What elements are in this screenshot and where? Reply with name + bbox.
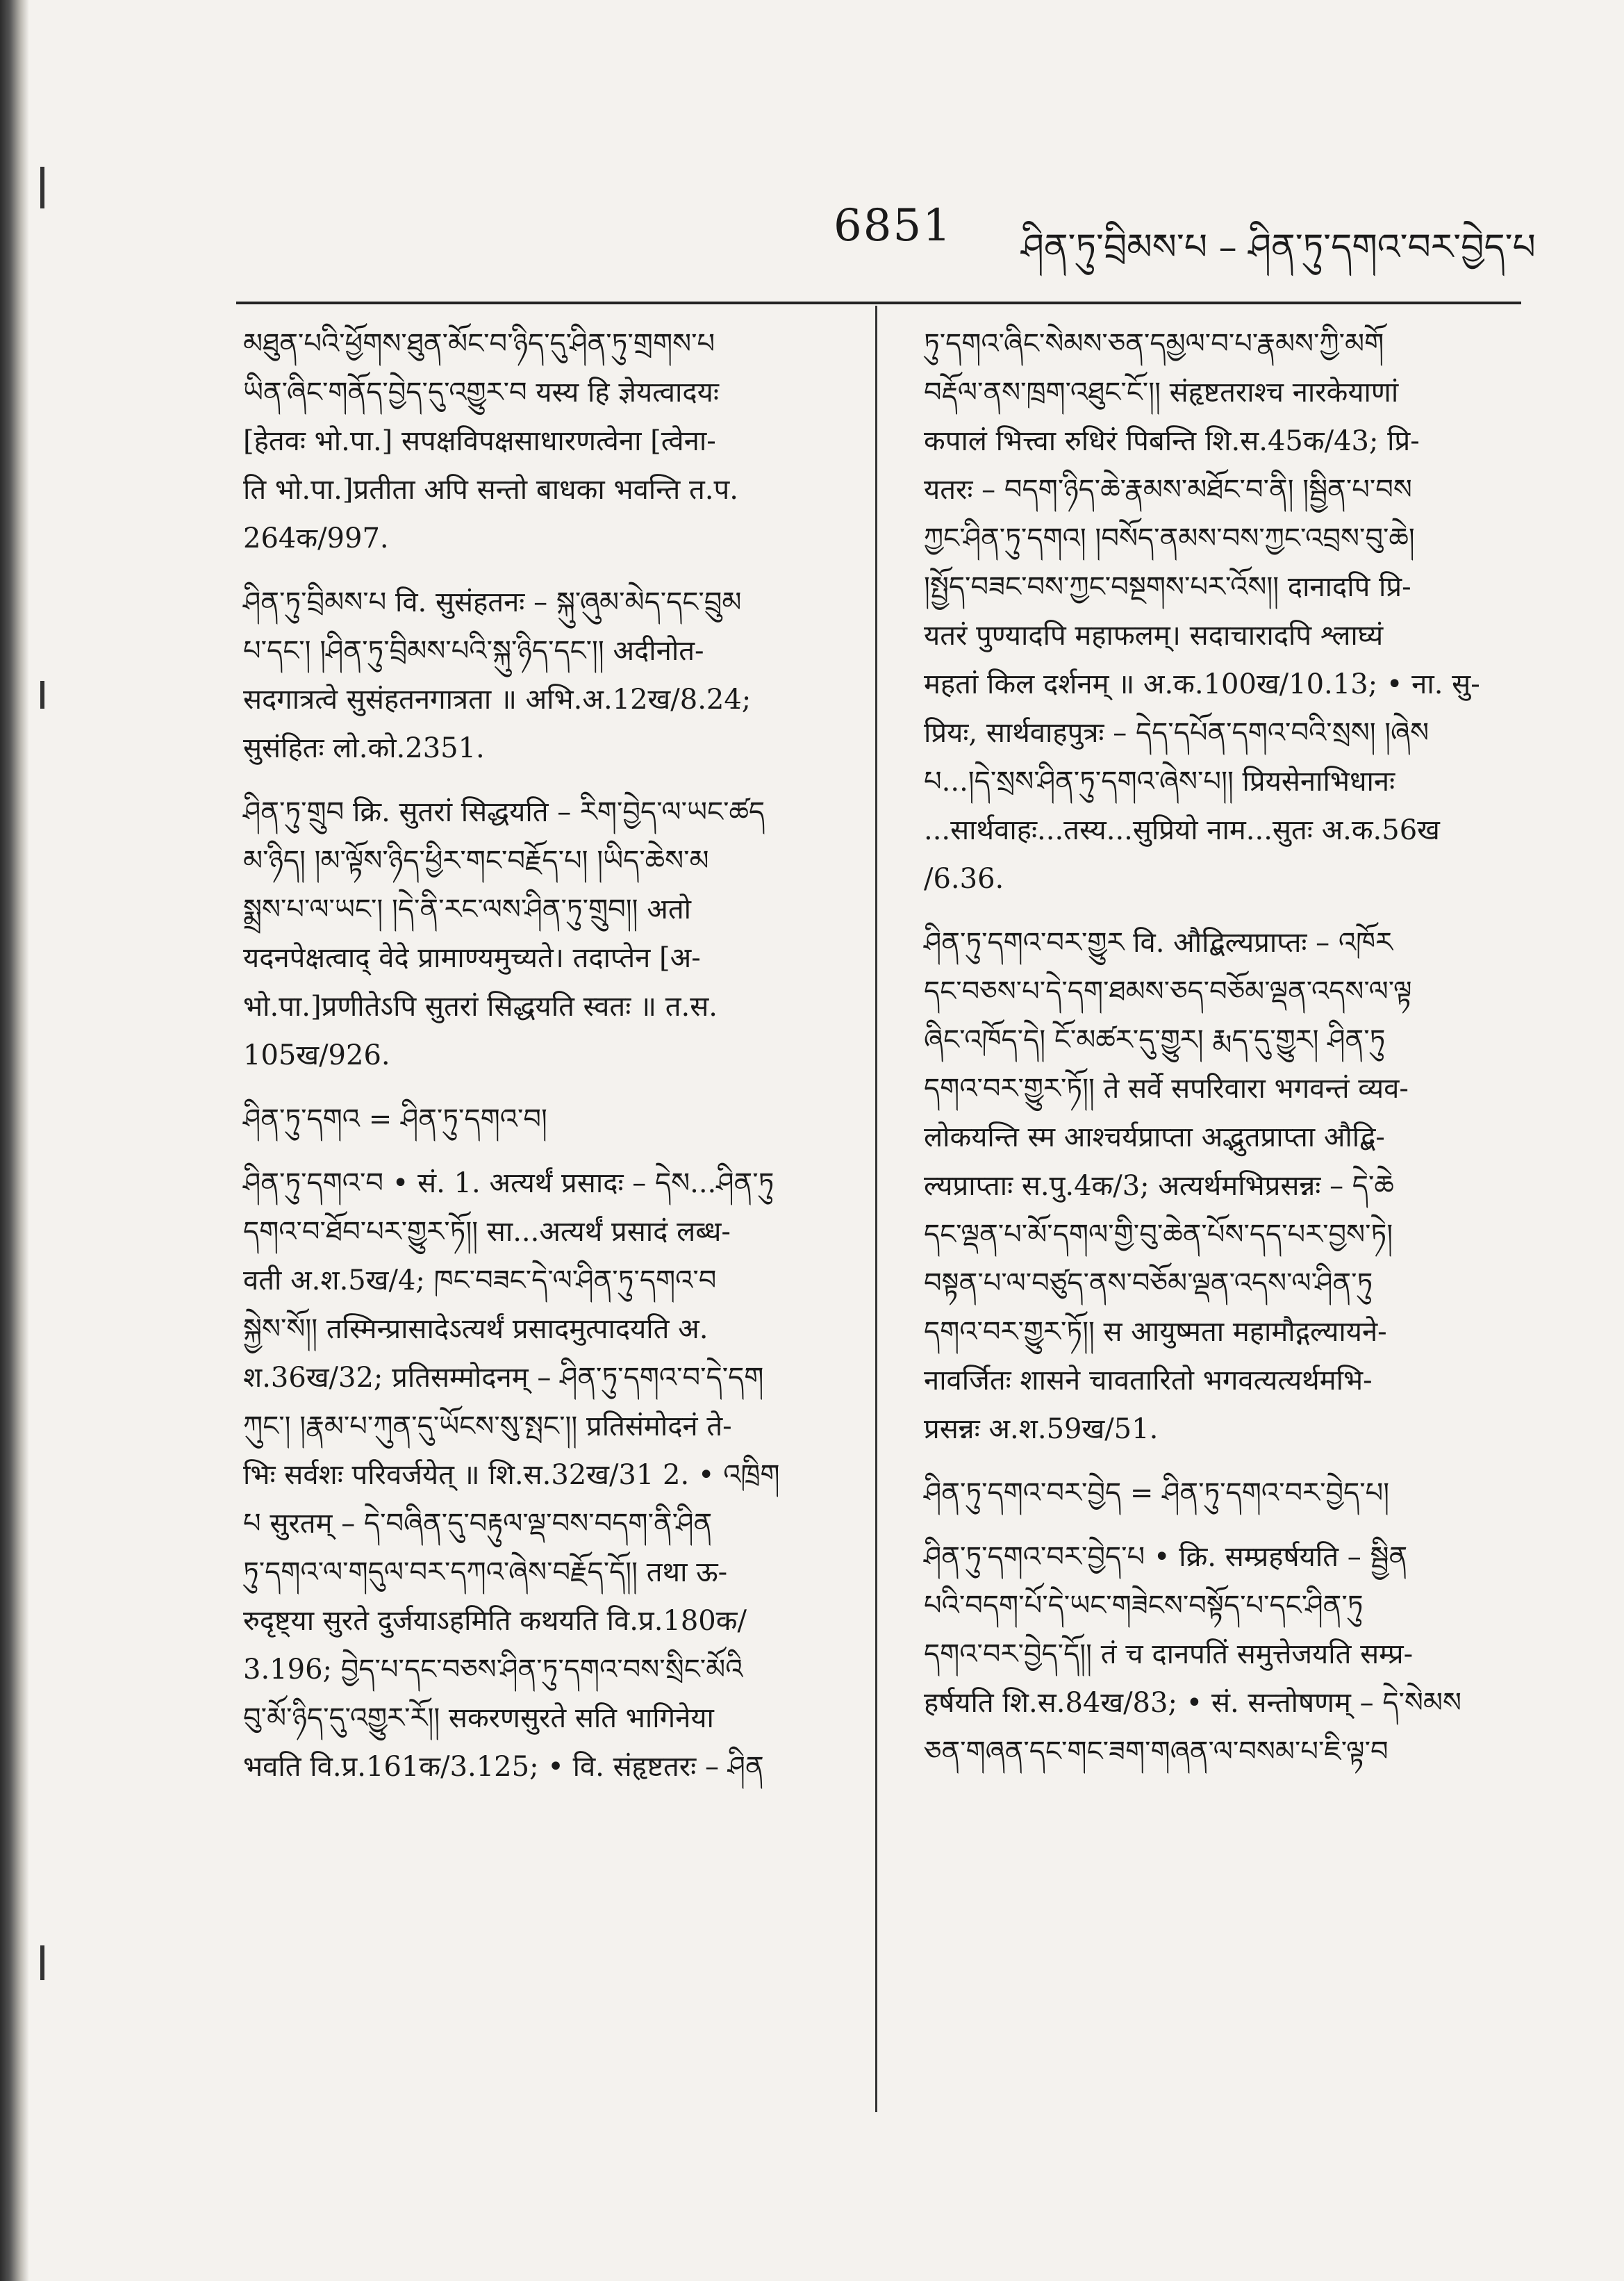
dictionary-entry (924, 320, 1535, 903)
entry-line: དགའ་བར་བྱེད་དོ།། तं च दानपतिं समुत्तेजयति सम्प्र- (924, 1638, 1414, 1670)
entry-line: प्रियः, सार्थवाहपुत्रः – དེད་དཔོན་དགའ་བའི་སྲས། །ཞེས (924, 717, 1430, 749)
entry-line: लोकयन्ति स्म आश्चर्यप्राप्ता अद्भुतप्राप्ता औद्बि- (924, 1121, 1385, 1153)
entry-line: ཤིན་ཏུ་དགའ་བར་བྱེད = ཤིན་ཏུ་དགའ་བར་བྱེད་པ། (924, 1477, 1390, 1509)
entry-line: དགའ་བར་གྱུར་ཏོ།། स आयुष्मता महामौद्गल्यायने- (924, 1316, 1387, 1348)
dictionary-entry (243, 788, 854, 1080)
entry-line: 264क/997. (243, 522, 389, 554)
entry-line: ཤིན་ཏུ་དགའ་བ • सं. 1. अत्यर्थं प्रसादः – དེས...ཤིན་ཏུ (243, 1167, 774, 1199)
entry-line: वती अ.श.5ख/4; ཁང་བཟང་དེ་ལ་ཤིན་ཏུ་དགའ་བ (243, 1265, 717, 1296)
running-head: ཤིན་ཏུ་བྲིམས་པ – ཤིན་ཏུ་དགའ་བར་བྱེད་པ (1021, 227, 1536, 268)
dictionary-entry (243, 320, 854, 563)
entry-line: रुदृष्ट्या सुरते दुर्जयाऽहमिति कथयति वि.प्र.180क/ (243, 1605, 747, 1637)
entry-line: भवति वि.प्र.161क/3.125; • वि. संहृष्टतरः – ཤིན (243, 1751, 764, 1783)
entry-line: [हेतवः भो.पा.] सपक्षविपक्षसाधारणत्वेना [त्वेना- (243, 425, 716, 457)
page-header (236, 188, 1536, 268)
entry-line: /6.36. (924, 863, 1004, 895)
entry-line: 105ख/926. (243, 1039, 390, 1071)
entry-line: དགའ་བ་ཐོབ་པར་གྱུར་ཏོ།། सा...अत्यर्थं प्रसादं लब्ध- (243, 1216, 731, 1248)
entry-line: སྐྱེས་སོ།། तस्मिन्प्रासादेऽत्यर्थं प्रसादमुत्पादयति अ. (243, 1313, 709, 1345)
entry-line: པའི་བདག་པོ་དེ་ཡང་གཟེངས་བསྟོད་པ་དང་ཤིན་ཏུ (924, 1590, 1364, 1622)
entry-line: यतरः – བདག་ཉིད་ཆེ་རྣམས་མཐོང་བ་ནི། །སྦྱིན་པ་བས (924, 474, 1412, 506)
entry-line: श.36ख/32; प्रतिसम्मोदनम् – ཤིན་ཏུ་དགའ་བ་དེ་དག (243, 1362, 764, 1394)
entry-line: यतरं पुण्यादपि महाफलम्। सदाचारादपि श्लाघ्यं (924, 620, 1384, 652)
entry-line: ...सार्थवाहः...तस्य...सुप्रियो नाम...सुतः अ.क.56ख (924, 814, 1440, 846)
entry-line: ཡིན་ཞིང་གནོད་བྱེད་དུ་འགྱུར་བ यस्य हि ज्ञेयत्वादयः (243, 377, 719, 409)
scan-edge (0, 0, 29, 2281)
entry-line: མ་ཉིད། །མ་ལྟོས་ཉིད་ཕྱིར་གང་བརྗོད་པ། །ཡིད་ཆེས་མ (243, 845, 709, 877)
entry-line: ཤིན་ཏུ་དགའ་བར་གྱུར वि. औद्बिल्यप्राप्तः – འཁོར (924, 927, 1393, 959)
entry-line: ཤིན་ཏུ་དགའ = ཤིན་ཏུ་དགའ་བ། (243, 1103, 547, 1135)
entry-line: ཏུ་དགའ་ཞིང་སེམས་ཅན་དམྱལ་བ་པ་རྣམས་ཀྱི་མགོ (924, 328, 1384, 360)
entry-line: དང་བཅས་པ་དེ་དག་ཐམས་ཅད་བཅོམ་ལྡན་འདས་ལ་ལྟ (924, 975, 1412, 1007)
scan-mark (40, 167, 44, 208)
scan-mark (40, 1945, 44, 1980)
column-rule (875, 306, 877, 2112)
entry-line: ཀུང་། །རྣམ་པ་ཀུན་དུ་ཡོངས་སུ་སྤང་།། प्रतिसंमोदनं ते- (243, 1410, 732, 1442)
entry-line: སྨྲས་པ་ལ་ཡང་། །དེ་ནི་རང་ལས་ཤིན་ཏུ་གྲུབ།། अतो (243, 894, 691, 925)
entry-line: ल्यप्राप्ताः स.पु.4क/3; अत्यर्थमभिप्रसन्नः – དེ་ཆེ (924, 1170, 1394, 1202)
dictionary-entry (924, 919, 1535, 1454)
entry-line: མཐུན་པའི་ཕྱོགས་ཐུན་མོང་བ་ཉིད་དུ་ཤིན་ཏུ་གྲགས་པ (243, 328, 715, 360)
entry-line: བརྡོལ་ནས་ཁྲག་འཐུང་ངོ་།། संहृष्टतराश्च नारकेयाणां (924, 377, 1399, 409)
entry-line: ति भो.पा.]प्रतीता अपि सन्तो बाधका भवन्ति त.प. (243, 474, 738, 506)
entry-line: ཏུ་དགའ་ལ་གདུལ་བར་དཀའ་ཞེས་བརྗོད་དོ།། तथा ऊ- (243, 1556, 728, 1588)
dictionary-entry (243, 578, 854, 773)
entry-line: ཅན་གཞན་དང་གང་ཟག་གཞན་ལ་བསམ་པ་ཇི་ལྟ་བ (924, 1736, 1389, 1768)
entry-line: 3.196; བྱེད་པ་དང་བཅས་ཤིན་ཏུ་དགའ་བས་སྲིང་མོའི (243, 1654, 743, 1686)
entry-line: བསྟན་པ་ལ་བཙུད་ནས་བཅོམ་ལྡན་འདས་ལ་ཤིན་ཏུ (924, 1267, 1373, 1299)
entry-line: ཤིན་ཏུ་དགའ་བར་བྱེད་པ • क्रि. सम्प्रहर्षयति – སྦྱིན (924, 1541, 1408, 1573)
entry-line: དང་ལྡན་པ་མོ་དགལ་གྱི་བུ་ཆེན་པོས་དད་པར་བྱས་ཏེ། (924, 1219, 1393, 1251)
entry-line: भो.पा.]प्रणीतेऽपि सुतरां सिद्धयति स्वतः ॥ त.स. (243, 991, 718, 1023)
entry-line: हर्षयति शि.स.84ख/83; • सं. सन्तोषणम् – དེ་སེམས (924, 1687, 1461, 1719)
entry-line: །སྤྱོད་བཟང་བས་ཀྱང་བསྔགས་པར་འོས།། दानादपि प्रि- (924, 571, 1411, 603)
entry-line: ཞིང་འཁོད་དེ། ངོ་མཚར་དུ་གྱུར། རྨད་དུ་གྱུར། ཤིན་ཏུ (924, 1024, 1386, 1056)
entry-line: ཤིན་ཏུ་གྲུབ क्रि. सुतरां सिद्धयति – རིག་བྱེད་ལ་ཡང་ཚད (243, 796, 765, 828)
entry-line: भिः सर्वशः परिवर्जयेत् ॥ शि.स.32ख/31 2. • འཁྲིག (243, 1459, 780, 1491)
entry-line: नावर्जितः शासने चावतारितो भगवत्यत्यर्थमभि- (924, 1365, 1373, 1397)
entry-line: པ...།དེ་སྲས་ཤིན་ཏུ་དགའ་ཞེས་པ།། प्रियसेनाभिधानः (924, 766, 1395, 798)
entry-line: महतां किल दर्शनम् ॥ अ.क.100ख/10.13; • ना. सु- (924, 668, 1480, 700)
entry-line: ཤིན་ཏུ་བྲིམས་པ वि. सुसंहतनः – སྐུ་ཞུམ་མེད་དང་བྲུམ (243, 586, 742, 618)
entry-line: यदनपेक्षत्वाद् वेदे प्रामाण्यमुच्यते। तदाप्तेन [अ- (243, 942, 701, 974)
entry-line: བུ་མོ་ཉིད་དུ་འགྱུར་རོ།། सकरणसुरते सति भागिनेया (243, 1702, 714, 1734)
header-rule (236, 302, 1521, 304)
left-column (243, 320, 854, 1806)
dictionary-entry (243, 1159, 854, 1791)
entry-line: प्रसन्नः अ.श.59ख/51. (924, 1413, 1159, 1445)
dictionary-entry (243, 1095, 854, 1144)
scan-mark (40, 681, 44, 709)
entry-line: सुसंहितः लो.को.2351. (243, 732, 485, 764)
dictionary-entry (924, 1533, 1535, 1776)
page-number: 6851 (834, 200, 952, 252)
right-column (924, 320, 1535, 1791)
entry-line: དགའ་བར་གྱུར་ཏོ།། ते सर्वे सपरिवारा भगवन्तं व्यव- (924, 1073, 1409, 1105)
entry-line: ཀྱང་ཤིན་ཏུ་དགའ། །བསོད་ནམས་བས་ཀྱང་འབྲས་བུ་ཆེ། (924, 522, 1415, 554)
entry-line: པ सुरतम् – དེ་བཞིན་དུ་བརྟུལ་ལྡ་བས་བདག་ནི་ཤིན (243, 1508, 713, 1540)
dictionary-entry (924, 1469, 1535, 1517)
entry-line: कपालं भित्त्वा रुधिरं पिबन्ति शि.स.45क/43; प्रि- (924, 425, 1420, 457)
entry-line: सदगात्रत्वे सुसंहतनगात्रता ॥ अभि.अ.12ख/8.24; (243, 684, 752, 716)
entry-line: པ་དང་། །ཤིན་ཏུ་བྲིམས་པའི་སྐུ་ཉིད་དང་།། अदीनोत- (243, 635, 704, 667)
